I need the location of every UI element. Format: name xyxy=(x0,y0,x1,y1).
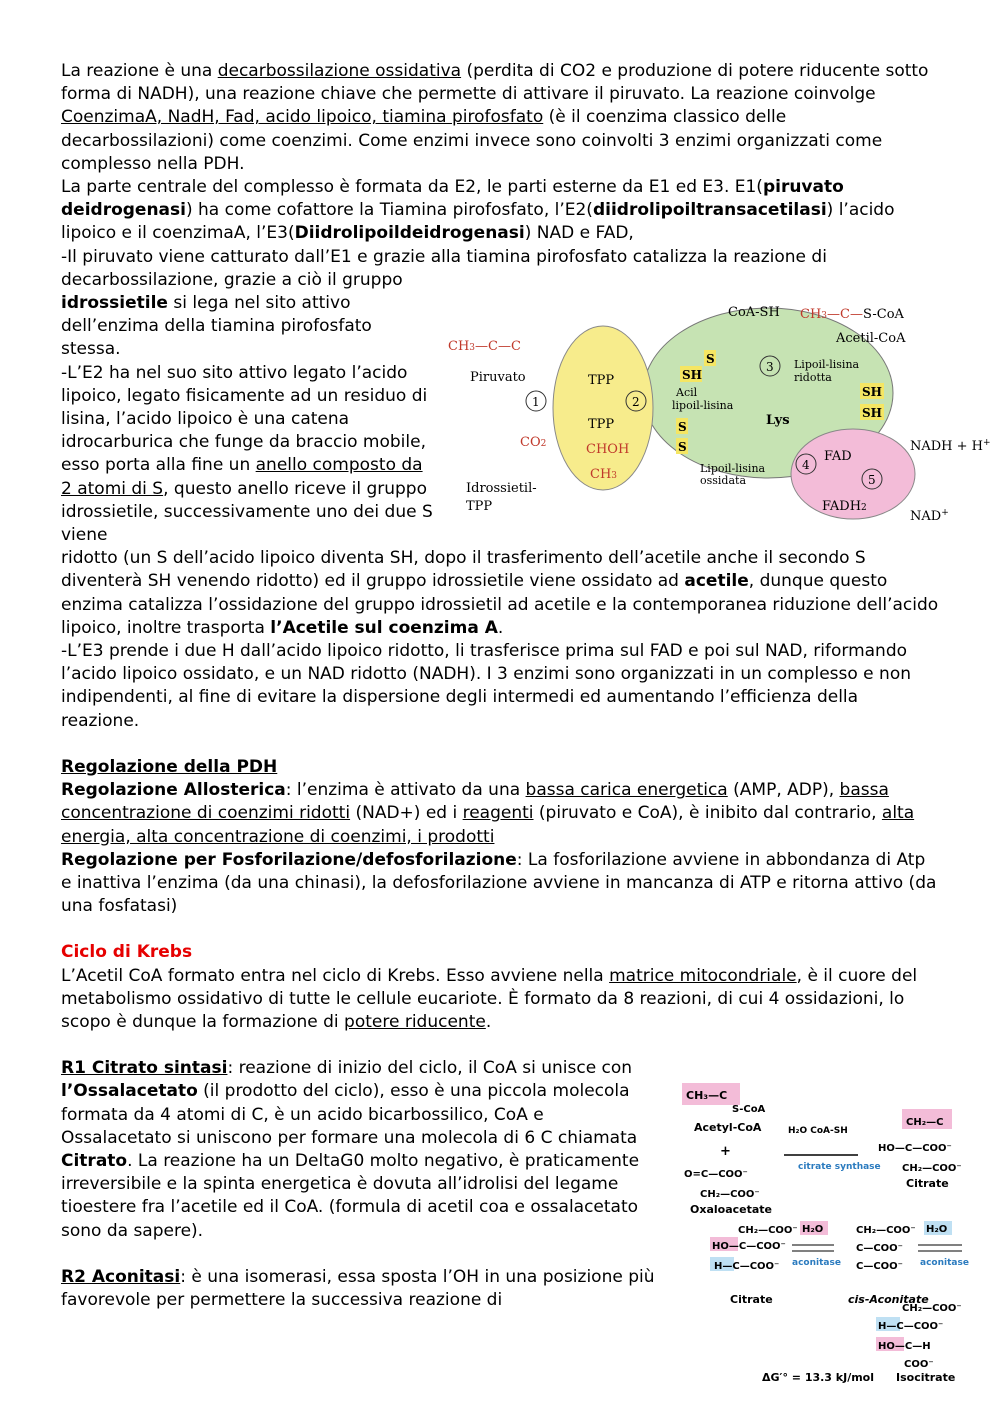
lys-label: Lys xyxy=(766,413,790,428)
pyruvate-label: Piruvato xyxy=(470,370,526,385)
co2-label: CO2 xyxy=(520,435,547,450)
isocitrate-struct-1: CH₂—COO⁻ xyxy=(902,1303,962,1314)
regulation-allosteric: Regolazione Allosterica: l’enzima è attivato da una bassa carica energetica (AMP, ADP), bassa concentrazione di coenzimi ridotti (NAD+) ed i reagenti (piruvato e CoA), è inibito dal contrario, alta energia, alta concentrazione di coenzimi, i prodotti xyxy=(61,780,915,847)
acil-label-2: lipoil-lisina xyxy=(672,399,734,412)
citrate2-struct-1: CH₂—COO⁻ xyxy=(738,1225,798,1236)
sh-red-1: SH xyxy=(862,385,883,399)
acetylcoa-struct: CH₃—C xyxy=(686,1089,728,1102)
h2o-label-2: H₂O xyxy=(926,1224,948,1235)
s-ox-2: S xyxy=(678,440,687,454)
citrate-label-2: Citrate xyxy=(730,1293,773,1306)
intro-paragraph-1: La reazione è una decarbossilazione ossidativa (perdita di CO2 e produzione di potere riducente sotto forma di NADH), una reazione chiave che permette di attivare il piruvato. La reazione coinvolge CoenzimaA, NadH, Fad, acido lipoico, tiamina pirofosfato (è il coenzima classico delle decarbossilazioni) come coenzimi. Come enzimi invece sono coinvolti 3 enzimi organizzati come complesso nella PDH. xyxy=(61,61,929,174)
isocitrate-struct-3: HO—C—H xyxy=(878,1341,931,1352)
citrate-struct-2: HO—C—COO⁻ xyxy=(878,1143,952,1154)
acil-label: Acil xyxy=(676,386,698,399)
r2-paragraph: R2 Aconitasi: è una isomerasi, essa sposta l’OH in una posizione più favorevole per permettere la successiva reazione di xyxy=(61,1266,655,1310)
krebs-title: Ciclo di Krebs xyxy=(61,942,193,963)
citrate-struct-3: CH₂—COO⁻ xyxy=(902,1163,962,1174)
nadh-label: NADH + H+ xyxy=(910,438,991,454)
oxaloacetate-struct-2: CH₂—COO⁻ xyxy=(700,1189,760,1200)
step-1: 1 xyxy=(532,395,540,409)
coash-label: CoA-SH xyxy=(728,305,780,320)
oxaloacetate-struct: O=C—COO⁻ xyxy=(684,1169,748,1180)
plus-sign: + xyxy=(720,1144,731,1159)
tpp-label-2: TPP xyxy=(588,417,615,432)
fad-label: FAD xyxy=(824,449,852,464)
krebs-intro: L’Acetil CoA formato entra nel ciclo di Krebs. Esso avviene nella matrice mitocondriale, è il cuore del metabolismo ossidativo di tutte le cellule eucariote. È formato da 8 reazioni, di cui 4 ossidazioni, lo scopo è dunque la formazione di potere riducente. xyxy=(61,965,918,1032)
regulation-title: Regolazione della PDH xyxy=(61,756,278,777)
intro-wrap-column: idrossietile si lega nel sito attivo dell’enzima della tiamina pirofosfato stessa. -L’E2 ha nel suo sito attivo legato l’acido lipoico, legato fisicamente ad un residuo di lisina, l’acido lipoico è una catena idrocarburica che funge da braccio mobile, esso porta alla fine un anello composto da 2 atomi di S, questo anello riceve il gruppo idrossietile, successivamente uno dei due S viene xyxy=(61,293,433,546)
step-5: 5 xyxy=(868,473,876,487)
s-acil: S xyxy=(706,352,715,366)
citrate2-struct-3: H—C—COO⁻ xyxy=(714,1261,780,1272)
tpp-label-1: TPP xyxy=(588,373,615,388)
pdh-complex-figure xyxy=(448,278,991,528)
intro-paragraph-4-cont: ridotto (un S dell’acido lipoico diventa SH, dopo il trasferimento dell’acetile anche il secondo S diventerà SH venendo ridotto) ed il gruppo idrossietile viene ossidato ad acetile, dunque questo enzima catalizza l’ossidazione del gruppo idrossietil ad acetile e la contemporanea riduzione dell’acido lipoico, inoltre trasporta l’Acetile sul coenzima A. xyxy=(61,548,939,638)
idrossietil-label-2: TPP xyxy=(466,499,493,514)
nad-label: NAD+ xyxy=(910,508,949,524)
intro-paragraph-3: -Il piruvato viene catturato dall’E1 e grazie alla tiamina pirofosfato catalizza la reazione di decarbossilazione, grazie a ciò il gruppo xyxy=(61,246,827,290)
step-4: 4 xyxy=(802,458,810,472)
step-2: 2 xyxy=(632,395,640,409)
fadh2-label: FADH2 xyxy=(822,499,867,514)
s-ox-1: S xyxy=(678,420,687,434)
cis-aconitate-struct: CH₂—COO⁻ xyxy=(856,1225,916,1236)
intro-paragraph-5: -L’E3 prende i due H dall’acido lipoico ridotto, li trasferisce prima sul FAD e poi sul NAD, riformando l’acido lipoico ossidato, e un NAD ridotto (NADH). I 3 enzimi sono organizzati in un complesso e non indipendenti, al fine di evitare la dispersione degli intermedi ed aumentando l’efficienza della reazione. xyxy=(61,641,911,731)
isocitrate-label: Isocitrate xyxy=(896,1371,956,1384)
choh-label: CHOH xyxy=(586,442,630,457)
step-3: 3 xyxy=(766,360,774,374)
ch3-label: CH3 xyxy=(590,467,618,482)
sh-red-2: SH xyxy=(862,406,883,420)
citrate-label-1: Citrate xyxy=(906,1177,949,1190)
intro-paragraph-2: La parte centrale del complesso è formata da E2, le parti esterne da E1 ed E3. E1(piruvato deidrogenasi) ha come cofattore la Tiamina pirofosfato, l’E2(diidrolipoiltransacetilasi) l’acido lipoico e il coenzimaA, l’E3(Diidrolipoildeidrogenasi) NAD e FAD, xyxy=(61,177,895,244)
krebs-reactions-column xyxy=(61,1057,656,1312)
cis-aconitate-struct-3: C—COO⁻ xyxy=(856,1261,903,1272)
h2o-label-1: H₂O xyxy=(802,1224,824,1235)
isocitrate-struct-4: COO⁻ xyxy=(904,1359,934,1370)
idrossietil-label: Idrossietil- xyxy=(466,481,537,496)
acetylcoa-label: Acetyl-CoA xyxy=(694,1121,762,1134)
krebs-r1-r2-figure xyxy=(680,1075,980,1410)
aconitase-label-2: aconitase xyxy=(920,1258,969,1268)
pyruvate-formula: CH3—C—C xyxy=(448,339,521,354)
aconitase-label-1: aconitase xyxy=(792,1258,841,1268)
acetylcoa-formula: CH3—C—S-CoA xyxy=(800,307,904,322)
citrate-struct-1: CH₂—C xyxy=(906,1117,944,1128)
cis-aconitate-struct-2: C—COO⁻ xyxy=(856,1243,903,1254)
regulation-phosphorylation: Regolazione per Fosforilazione/defosforilazione: La fosforilazione avviene in abbondanza di Atp e inattiva l’enzima (da una chinasi), la defosforilazione avviene in mancanza di ATP e ritorna attivo (da una fosfatasi) xyxy=(61,849,937,917)
ridotta-label-2: ridotta xyxy=(794,371,832,384)
ridotta-label: Lipoil-lisina xyxy=(794,358,860,371)
acetylcoa-label: Acetil-CoA xyxy=(836,331,906,346)
ossidata-label: Lipoil-lisina xyxy=(700,462,766,475)
citrate2-struct-2: HO—C—COO⁻ xyxy=(712,1241,786,1252)
delta-g-label: ΔG′° = 13.3 kJ/mol xyxy=(762,1371,875,1384)
sh-acil: SH xyxy=(682,368,703,382)
cis-aconitate-label: cis-Aconitate xyxy=(848,1293,929,1306)
citrate-synthase-label: citrate synthase xyxy=(798,1162,881,1172)
scoa-label: S-CoA xyxy=(732,1104,766,1115)
ossidata-label-2: ossidata xyxy=(700,474,747,487)
h2o-coash-label: H₂O CoA-SH xyxy=(788,1126,848,1136)
r1-paragraph: R1 Citrato sintasi: reazione di inizio del ciclo, il CoA si unisce con l’Ossalacetato (il prodotto del ciclo), esso è una piccola molecola formata da 4 atomi di C, è un acido bicarbossilico, CoA e Ossalacetato si uniscono per formare una molecola di 6 C chiamata Citrato. La reazione ha un DeltaG0 molto negativo, è praticamente irreversibile e la spinta energetica è dovuta all’idrolisi del legame tioestere fra l’acetile ed il CoA. (formula di acetil coa e ossalacetato sono da sapere). xyxy=(61,1058,640,1241)
isocitrate-struct-2: H—C—COO⁻ xyxy=(878,1321,944,1332)
oxaloacetate-label: Oxaloacetate xyxy=(690,1203,773,1216)
